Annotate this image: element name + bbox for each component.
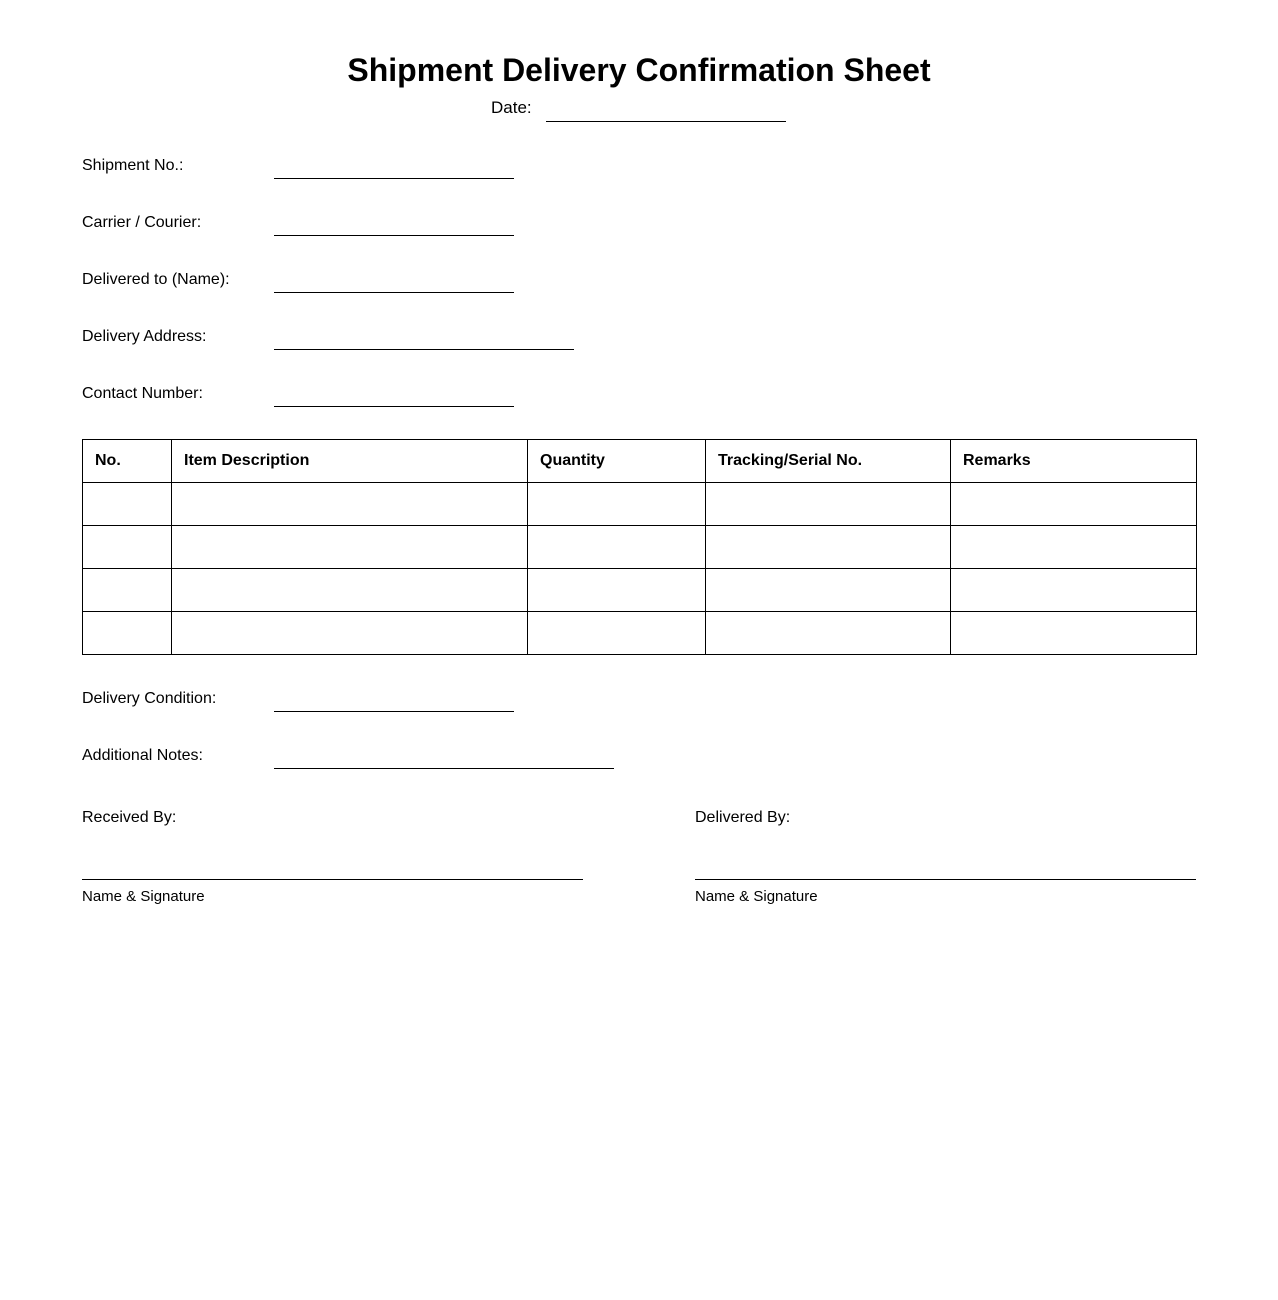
table-cell[interactable]	[706, 526, 951, 569]
table-cell[interactable]	[951, 612, 1197, 655]
table-header-row	[83, 440, 1197, 483]
delivered-to-field[interactable]	[274, 292, 514, 293]
date-field-line[interactable]	[546, 121, 786, 122]
column-header-tracking-serial: Tracking/Serial No.	[706, 440, 951, 483]
additional-notes-label: Additional Notes:	[82, 747, 203, 764]
delivery-address-field[interactable]	[274, 349, 574, 350]
delivered-by-sublabel: Name & Signature	[695, 888, 818, 905]
delivery-condition-field[interactable]	[274, 711, 514, 712]
carrier-field[interactable]	[274, 235, 514, 236]
received-by-signature-line[interactable]	[82, 879, 583, 880]
table-cell[interactable]	[706, 569, 951, 612]
table-row	[83, 569, 1197, 612]
table-cell[interactable]	[83, 612, 172, 655]
table-cell[interactable]	[83, 569, 172, 612]
shipment-no-field[interactable]	[274, 178, 514, 179]
table-cell[interactable]	[83, 526, 172, 569]
contact-number-label: Contact Number:	[82, 385, 203, 402]
column-header-quantity: Quantity	[528, 440, 706, 483]
table-cell[interactable]	[951, 569, 1197, 612]
delivery-address-label: Delivery Address:	[82, 328, 207, 345]
table-row	[83, 612, 1197, 655]
table-cell[interactable]	[172, 483, 528, 526]
table-cell[interactable]	[528, 612, 706, 655]
column-header-remarks: Remarks	[951, 440, 1197, 483]
table-cell[interactable]	[528, 569, 706, 612]
delivered-by-signature-line[interactable]	[695, 879, 1196, 880]
delivery-condition-label: Delivery Condition:	[82, 690, 217, 707]
table-cell[interactable]	[172, 612, 528, 655]
column-header-item-description: Item Description	[172, 440, 528, 483]
table-cell[interactable]	[951, 526, 1197, 569]
table-cell[interactable]	[83, 483, 172, 526]
additional-notes-field[interactable]	[274, 768, 614, 769]
contact-number-field[interactable]	[274, 406, 514, 407]
received-by-label: Received By:	[82, 809, 177, 826]
received-by-sublabel: Name & Signature	[82, 888, 205, 905]
table-cell[interactable]	[528, 526, 706, 569]
table-cell[interactable]	[951, 483, 1197, 526]
shipment-no-label: Shipment No.:	[82, 157, 184, 174]
table-cell[interactable]	[172, 526, 528, 569]
carrier-label: Carrier / Courier:	[82, 214, 202, 231]
table-cell[interactable]	[528, 483, 706, 526]
delivered-to-label: Delivered to (Name):	[82, 271, 230, 288]
table-cell[interactable]	[172, 569, 528, 612]
page-title: Shipment Delivery Confirmation Sheet	[347, 52, 931, 88]
column-header-no: No.	[83, 440, 172, 483]
table-row	[83, 526, 1197, 569]
items-table	[82, 439, 1197, 655]
table-row	[83, 483, 1197, 526]
date-label: Date:	[491, 98, 532, 117]
table-cell[interactable]	[706, 612, 951, 655]
table-cell[interactable]	[706, 483, 951, 526]
delivered-by-label: Delivered By:	[695, 809, 791, 826]
